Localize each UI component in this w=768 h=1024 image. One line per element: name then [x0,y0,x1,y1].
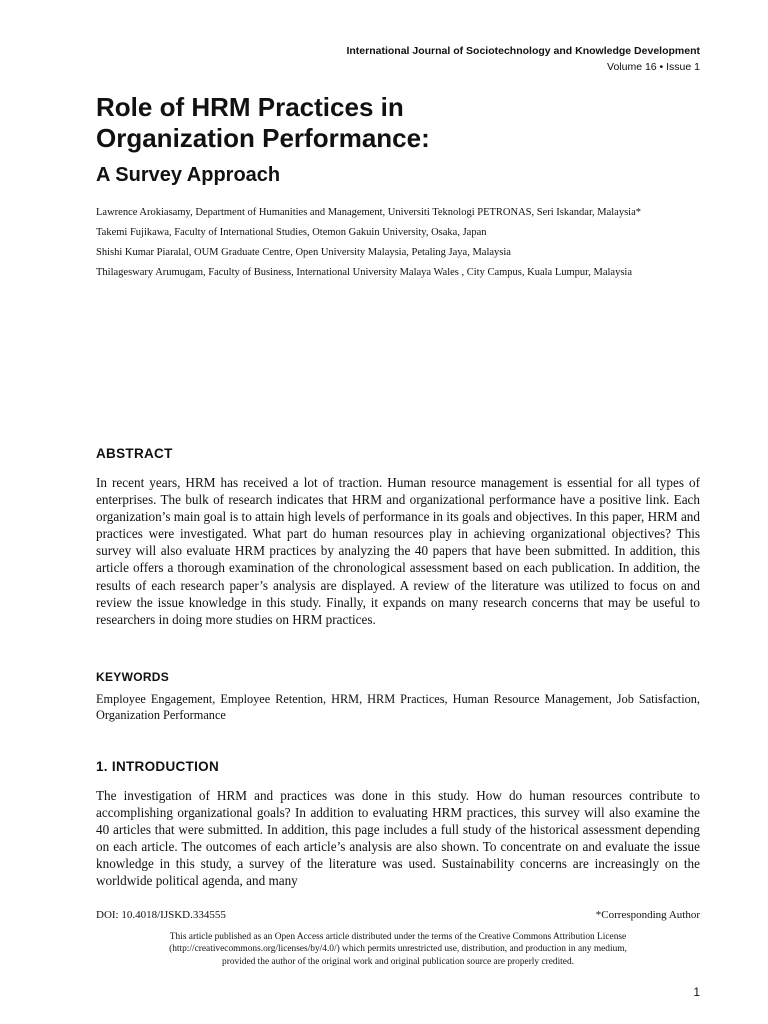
journal-name: International Journal of Sociotechnology and Knowledge Development [346,45,700,57]
introduction-heading: 1. INTRODUCTION [96,759,220,774]
author-affiliation: Takemi Fujikawa, Faculty of International Studies, Otemon Gakuin University, Osaka, Japan [96,227,487,238]
keywords-heading: KEYWORDS [96,670,170,684]
doi-link[interactable]: DOI: 10.4018/IJSKD.334555 [96,909,226,921]
title-line-2: Organization Performance: [96,123,430,153]
introduction-text: The investigation of HRM and practices was done in this study. How do human resources contribute to accomplishing organizational goals? In addition to evaluating HRM practices, this survey will also examine the 40 articles that were submitted. In addition, this page includes a full study of the historical assessment depending on each article. The outcomes of each article’s analysis are also shown. To concentrate on and evaluate the issue knowledge in this study, a survey of the literature was used. Sustainability concerns are increasingly on the worldwide political agenda, and many [96,788,700,889]
title-line-1: Role of HRM Practices in [96,92,404,122]
keywords-text: Employee Engagement, Employee Retention, HRM, HRM Practices, Human Resource Management, Job Satisfaction, Organization Performance [96,692,700,722]
paper-title [96,92,696,154]
volume-issue: Volume 16 • Issue 1 [607,61,700,73]
corresponding-author-note: *Corresponding Author [595,909,700,921]
author-affiliation: Thilageswary Arumugam, Faculty of Business, International University Malaya Wales , City Campus, Kuala Lumpur, Malaysia [96,267,632,278]
page-number: 1 [693,985,700,999]
license-notice [96,931,700,968]
license-line: This article published as an Open Access article distributed under the terms of the Creative Commons Attribution License [169,932,627,942]
author-list [96,207,700,287]
paper-subtitle: A Survey Approach [96,164,281,186]
abstract-text: In recent years, HRM has received a lot of traction. Human resource management is essential for all types of enterprises. The bulk of research indicates that HRM and organizational performance have a positive link. Each organization’s main goal is to attain high levels of performance in its goals and objectives. In this paper, HRM and practices were investigated. What part do human resources play in achieving organizational objectives? This survey will also evaluate HRM practices by analyzing the 40 papers that have been submitted. In addition, this article offers a thorough examination of the chronological assessment based on each publication. In addition, the results of each research paper’s analysis are displayed. A review of the literature was utilized to focus on and review the issue knowledge in this study. Finally, it expands on many research concerns that may be useful to researchers in doing more studies on HRM practices. [96,475,700,627]
abstract-heading: ABSTRACT [96,446,173,461]
author-affiliation: Shishi Kumar Piaralal, OUM Graduate Centre, Open University Malaysia, Petaling Jaya, Malaysia [96,247,511,258]
author-affiliation: Lawrence Arokiasamy, Department of Humanities and Management, Universiti Teknologi PETRONAS, Seri Iskandar, Malaysia* [96,207,642,218]
license-line: provided the author of the original work and original publication source are properly credited. [222,956,574,967]
license-url-line[interactable]: (http://creativecommons.org/licenses/by/4.0/) which permits unrestricted use, distribution, and production in any medium, [169,944,627,955]
